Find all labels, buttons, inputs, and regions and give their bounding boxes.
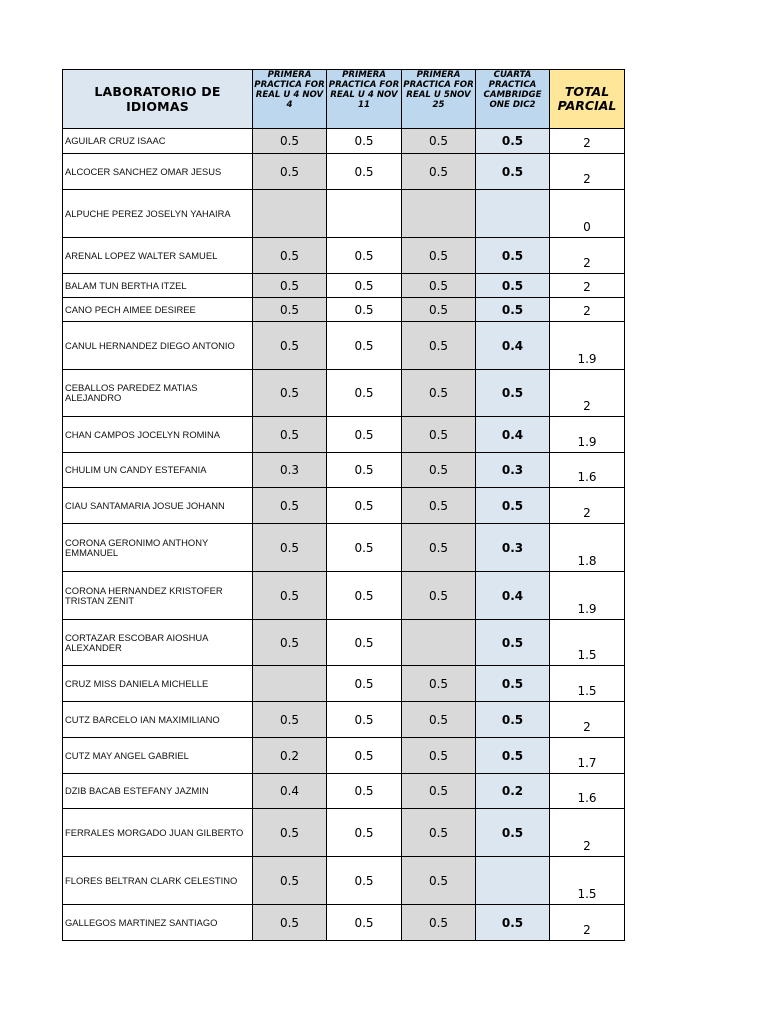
score-cell-3: 0.5 (402, 154, 476, 190)
score-cell-2: 0.5 (327, 809, 402, 857)
score-cell-4: 0.5 (476, 738, 550, 774)
total-cell: 1.6 (550, 774, 625, 809)
table-row (63, 809, 625, 857)
score-cell-4: 0.5 (476, 238, 550, 274)
table-row (63, 905, 625, 941)
table-row (63, 453, 625, 488)
score-cell-1: 0.5 (253, 129, 327, 154)
table-row (63, 274, 625, 298)
student-name: CIAU SANTAMARIA JOSUE JOHANN (63, 488, 253, 524)
student-name: CHAN CAMPOS JOCELYN ROMINA (63, 417, 253, 453)
table-row (63, 738, 625, 774)
score-cell-3: 0.5 (402, 524, 476, 572)
column-header-total: TOTAL PARCIAL (550, 70, 625, 129)
score-cell-2: 0.5 (327, 905, 402, 941)
score-cell-1: 0.5 (253, 154, 327, 190)
score-cell-2: 0.5 (327, 417, 402, 453)
score-cell-4: 0.5 (476, 809, 550, 857)
score-cell-4: 0.3 (476, 453, 550, 488)
table-row (63, 666, 625, 702)
grades-table (62, 69, 625, 941)
score-cell-1: 0.5 (253, 524, 327, 572)
score-cell-1: 0.5 (253, 417, 327, 453)
score-cell-3: 0.5 (402, 738, 476, 774)
table-row (63, 238, 625, 274)
student-name: GALLEGOS MARTINEZ SANTIAGO (63, 905, 253, 941)
score-cell-3: 0.5 (402, 905, 476, 941)
score-cell-4: 0.5 (476, 274, 550, 298)
total-cell: 1.5 (550, 666, 625, 702)
score-cell-4: 0.5 (476, 154, 550, 190)
column-header-4: CUARTA PRACTICA CAMBRIDGE ONE DIC2 (476, 70, 550, 129)
total-cell: 1.9 (550, 322, 625, 370)
score-cell-3: 0.5 (402, 274, 476, 298)
score-cell-1: 0.5 (253, 488, 327, 524)
student-name: CANUL HERNANDEZ DIEGO ANTONIO (63, 322, 253, 370)
student-name: CANO PECH AIMEE DESIREE (63, 298, 253, 322)
score-cell-3: 0.5 (402, 370, 476, 417)
score-cell-4 (476, 857, 550, 905)
sheet-title: LABORATORIO DE IDIOMAS (63, 70, 253, 129)
total-cell: 1.7 (550, 738, 625, 774)
score-cell-4: 0.2 (476, 774, 550, 809)
total-cell: 1.6 (550, 453, 625, 488)
student-name: DZIB BACAB ESTEFANY JAZMIN (63, 774, 253, 809)
score-cell-2: 0.5 (327, 738, 402, 774)
score-cell-3: 0.5 (402, 572, 476, 620)
total-cell: 2 (550, 488, 625, 524)
total-cell: 2 (550, 154, 625, 190)
student-name: BALAM TUN BERTHA ITZEL (63, 274, 253, 298)
score-cell-1: 0.5 (253, 620, 327, 666)
total-cell: 2 (550, 129, 625, 154)
score-cell-1: 0.3 (253, 453, 327, 488)
table-row (63, 702, 625, 738)
score-cell-2: 0.5 (327, 238, 402, 274)
table-row (63, 322, 625, 370)
score-cell-3: 0.5 (402, 857, 476, 905)
total-cell: 2 (550, 809, 625, 857)
table-row (63, 857, 625, 905)
score-cell-4 (476, 190, 550, 238)
score-cell-3: 0.5 (402, 774, 476, 809)
student-name: CORTAZAR ESCOBAR AIOSHUA ALEXANDER (63, 620, 253, 666)
score-cell-3: 0.5 (402, 809, 476, 857)
total-cell: 1.9 (550, 417, 625, 453)
table-row (63, 298, 625, 322)
total-cell: 2 (550, 238, 625, 274)
score-cell-4: 0.5 (476, 488, 550, 524)
score-cell-4: 0.4 (476, 572, 550, 620)
student-name: ALCOCER SANCHEZ OMAR JESUS (63, 154, 253, 190)
score-cell-3: 0.5 (402, 702, 476, 738)
score-cell-3: 0.5 (402, 129, 476, 154)
total-cell: 1.9 (550, 572, 625, 620)
score-cell-2: 0.5 (327, 154, 402, 190)
score-cell-2: 0.5 (327, 572, 402, 620)
student-name: CUTZ BARCELO IAN MAXIMILIANO (63, 702, 253, 738)
table-row (63, 417, 625, 453)
score-cell-2: 0.5 (327, 620, 402, 666)
table-row (63, 154, 625, 190)
total-cell: 2 (550, 702, 625, 738)
column-header-1: PRIMERA PRACTICA FOR REAL U 4 NOV 4 (253, 70, 327, 129)
score-cell-1: 0.5 (253, 572, 327, 620)
score-cell-1: 0.5 (253, 905, 327, 941)
score-cell-2: 0.5 (327, 857, 402, 905)
score-cell-1: 0.5 (253, 298, 327, 322)
score-cell-1: 0.5 (253, 322, 327, 370)
score-cell-4: 0.4 (476, 417, 550, 453)
score-cell-2: 0.5 (327, 322, 402, 370)
header-row (63, 70, 625, 129)
score-cell-3 (402, 190, 476, 238)
score-cell-4: 0.5 (476, 702, 550, 738)
column-header-2: PRIMERA PRACTICA FOR REAL U 4 NOV 11 (327, 70, 402, 129)
score-cell-4: 0.3 (476, 524, 550, 572)
table-row (63, 524, 625, 572)
score-cell-4: 0.5 (476, 370, 550, 417)
score-cell-1 (253, 190, 327, 238)
total-cell: 2 (550, 274, 625, 298)
score-cell-2 (327, 190, 402, 238)
score-cell-2: 0.5 (327, 702, 402, 738)
table-row (63, 620, 625, 666)
score-cell-3: 0.5 (402, 417, 476, 453)
total-cell: 2 (550, 370, 625, 417)
score-cell-2: 0.5 (327, 129, 402, 154)
score-cell-3: 0.5 (402, 453, 476, 488)
student-name: ARENAL LOPEZ WALTER SAMUEL (63, 238, 253, 274)
table-row (63, 572, 625, 620)
score-cell-1 (253, 666, 327, 702)
score-cell-2: 0.5 (327, 453, 402, 488)
score-cell-4: 0.4 (476, 322, 550, 370)
student-name: CORONA GERONIMO ANTHONY EMMANUEL (63, 524, 253, 572)
score-cell-4: 0.5 (476, 620, 550, 666)
student-name: CORONA HERNANDEZ KRISTOFER TRISTAN ZENIT (63, 572, 253, 620)
student-name: FERRALES MORGADO JUAN GILBERTO (63, 809, 253, 857)
score-cell-4: 0.5 (476, 298, 550, 322)
score-cell-3: 0.5 (402, 322, 476, 370)
column-header-3: PRIMERA PRACTICA FOR REAL U 5NOV 25 (402, 70, 476, 129)
score-cell-2: 0.5 (327, 274, 402, 298)
score-cell-2: 0.5 (327, 774, 402, 809)
score-cell-3: 0.5 (402, 238, 476, 274)
score-cell-1: 0.5 (253, 238, 327, 274)
score-cell-4: 0.5 (476, 666, 550, 702)
table-row (63, 370, 625, 417)
score-cell-3: 0.5 (402, 666, 476, 702)
score-cell-1: 0.5 (253, 370, 327, 417)
total-cell: 1.5 (550, 620, 625, 666)
score-cell-1: 0.5 (253, 809, 327, 857)
student-name: CRUZ MISS DANIELA MICHELLE (63, 666, 253, 702)
table-row (63, 129, 625, 154)
table-row (63, 190, 625, 238)
score-cell-1: 0.5 (253, 857, 327, 905)
score-cell-2: 0.5 (327, 370, 402, 417)
score-cell-3: 0.5 (402, 488, 476, 524)
score-cell-1: 0.5 (253, 702, 327, 738)
score-cell-2: 0.5 (327, 488, 402, 524)
total-cell: 2 (550, 905, 625, 941)
total-cell: 2 (550, 298, 625, 322)
table-row (63, 774, 625, 809)
score-cell-2: 0.5 (327, 298, 402, 322)
score-cell-2: 0.5 (327, 666, 402, 702)
score-cell-1: 0.4 (253, 774, 327, 809)
total-cell: 1.8 (550, 524, 625, 572)
student-name: ALPUCHE PEREZ JOSELYN YAHAIRA (63, 190, 253, 238)
score-cell-4: 0.5 (476, 129, 550, 154)
score-cell-3: 0.5 (402, 298, 476, 322)
score-cell-1: 0.5 (253, 274, 327, 298)
student-name: FLORES BELTRAN CLARK CELESTINO (63, 857, 253, 905)
student-name: CHULIM UN CANDY ESTEFANIA (63, 453, 253, 488)
total-cell: 0 (550, 190, 625, 238)
table-row (63, 488, 625, 524)
score-cell-3 (402, 620, 476, 666)
student-name: AGUILAR CRUZ ISAAC (63, 129, 253, 154)
score-cell-4: 0.5 (476, 905, 550, 941)
score-cell-1: 0.2 (253, 738, 327, 774)
total-cell: 1.5 (550, 857, 625, 905)
score-cell-2: 0.5 (327, 524, 402, 572)
student-name: CUTZ MAY ANGEL GABRIEL (63, 738, 253, 774)
student-name: CEBALLOS PAREDEZ MATIAS ALEJANDRO (63, 370, 253, 417)
